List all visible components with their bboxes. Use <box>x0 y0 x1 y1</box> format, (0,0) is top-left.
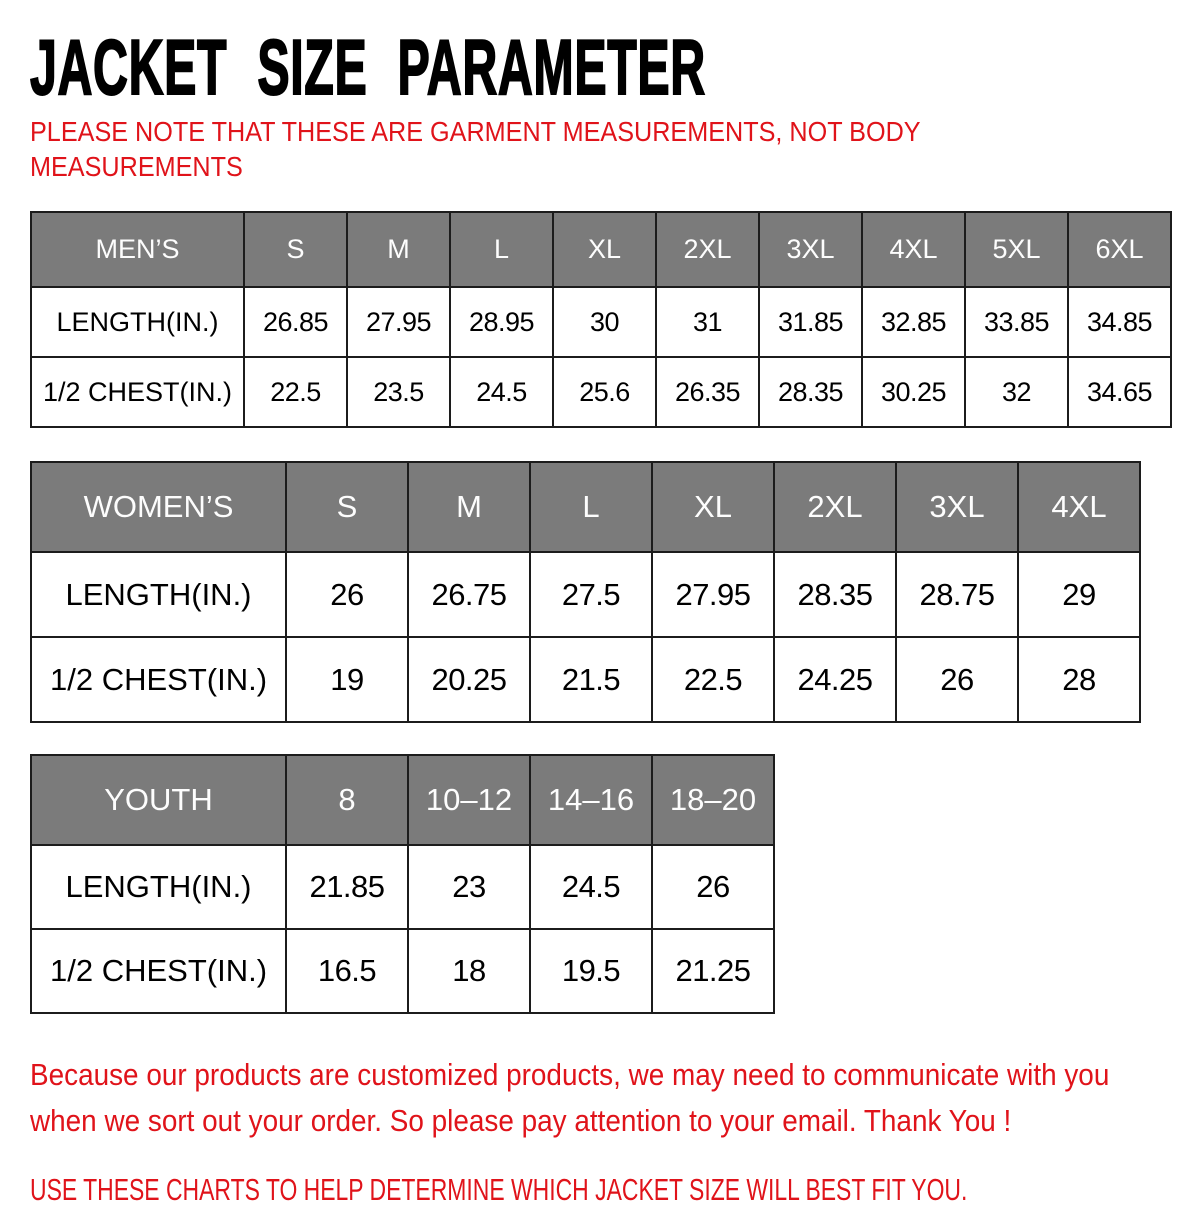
size-value-cell: 25.6 <box>553 357 656 427</box>
youth-chest-row <box>31 929 774 1013</box>
size-value-cell: 27.95 <box>652 552 774 637</box>
womens-header-row <box>31 462 1140 552</box>
youth-size-table <box>30 754 775 1014</box>
size-header-cell: 10–12 <box>408 755 530 845</box>
size-header-cell: 3XL <box>759 212 862 287</box>
size-header-cell: 18–20 <box>652 755 774 845</box>
size-value-cell: 18 <box>408 929 530 1013</box>
size-value-cell: 34.85 <box>1068 287 1171 357</box>
mens-table-title-cell: MEN’S <box>31 212 244 287</box>
size-header-cell: 4XL <box>862 212 965 287</box>
size-value-cell: 24.5 <box>530 845 652 929</box>
size-header-cell: 3XL <box>896 462 1018 552</box>
size-value-cell: 28.95 <box>450 287 553 357</box>
size-value-cell: 31 <box>656 287 759 357</box>
size-value-cell: 16.5 <box>286 929 408 1013</box>
size-value-cell: 26 <box>652 845 774 929</box>
garment-note <box>30 114 1200 184</box>
size-header-cell: S <box>286 462 408 552</box>
womens-size-table <box>30 461 1141 723</box>
size-value-cell: 32 <box>965 357 1068 427</box>
size-header-cell: 14–16 <box>530 755 652 845</box>
size-value-cell: 23 <box>408 845 530 929</box>
row-label-cell: LENGTH(IN.) <box>31 287 244 357</box>
size-value-cell: 31.85 <box>759 287 862 357</box>
row-label-cell: 1/2 CHEST(IN.) <box>31 637 286 722</box>
size-value-cell: 26.85 <box>244 287 347 357</box>
size-value-cell: 29 <box>1018 552 1140 637</box>
size-value-cell: 21.85 <box>286 845 408 929</box>
page-title: JACKET SIZE PARAMETER <box>30 23 706 111</box>
size-value-cell: 34.65 <box>1068 357 1171 427</box>
youth-length-row <box>31 845 774 929</box>
size-value-cell: 20.25 <box>408 637 530 722</box>
customization-note-line: when we sort out your order. So please pay attention to your email. Thank You ! <box>30 1102 1012 1138</box>
size-value-cell: 28 <box>1018 637 1140 722</box>
size-value-cell: 28.75 <box>896 552 1018 637</box>
size-value-cell: 30.25 <box>862 357 965 427</box>
size-value-cell: 23.5 <box>347 357 450 427</box>
size-header-cell: XL <box>553 212 656 287</box>
size-value-cell: 19 <box>286 637 408 722</box>
size-header-cell: 2XL <box>656 212 759 287</box>
mens-size-table <box>30 211 1172 428</box>
row-label-cell: 1/2 CHEST(IN.) <box>31 929 286 1013</box>
size-header-cell: M <box>347 212 450 287</box>
size-value-cell: 27.5 <box>530 552 652 637</box>
size-value-cell: 26 <box>286 552 408 637</box>
size-value-cell: 21.5 <box>530 637 652 722</box>
garment-note-line: PLEASE NOTE THAT THESE ARE GARMENT MEASUREMENTS, NOT BODY <box>30 116 921 147</box>
size-value-cell: 26.75 <box>408 552 530 637</box>
youth-table-title-cell: YOUTH <box>31 755 286 845</box>
size-header-cell: XL <box>652 462 774 552</box>
womens-table-title-cell: WOMEN’S <box>31 462 286 552</box>
size-header-cell: 5XL <box>965 212 1068 287</box>
size-value-cell: 32.85 <box>862 287 965 357</box>
size-value-cell: 26 <box>896 637 1018 722</box>
size-header-cell: 6XL <box>1068 212 1171 287</box>
mens-header-row <box>31 212 1171 287</box>
size-value-cell: 30 <box>553 287 656 357</box>
customization-note <box>30 1052 1200 1144</box>
size-value-cell: 27.95 <box>347 287 450 357</box>
size-header-cell: 8 <box>286 755 408 845</box>
size-header-cell: L <box>530 462 652 552</box>
youth-header-row <box>31 755 774 845</box>
mens-chest-row <box>31 357 1171 427</box>
size-header-cell: S <box>244 212 347 287</box>
mens-length-row <box>31 287 1171 357</box>
size-header-cell: 2XL <box>774 462 896 552</box>
row-label-cell: LENGTH(IN.) <box>31 552 286 637</box>
womens-length-row <box>31 552 1140 637</box>
size-value-cell: 24.5 <box>450 357 553 427</box>
size-header-cell: M <box>408 462 530 552</box>
size-value-cell: 24.25 <box>774 637 896 722</box>
size-value-cell: 26.35 <box>656 357 759 427</box>
size-header-cell: 4XL <box>1018 462 1140 552</box>
size-value-cell: 21.25 <box>652 929 774 1013</box>
size-header-cell: L <box>450 212 553 287</box>
size-value-cell: 22.5 <box>244 357 347 427</box>
size-value-cell: 28.35 <box>774 552 896 637</box>
womens-chest-row <box>31 637 1140 722</box>
size-value-cell: 22.5 <box>652 637 774 722</box>
row-label-cell: LENGTH(IN.) <box>31 845 286 929</box>
size-value-cell: 19.5 <box>530 929 652 1013</box>
garment-note-line: MEASUREMENTS <box>30 151 243 182</box>
size-value-cell: 33.85 <box>965 287 1068 357</box>
row-label-cell: 1/2 CHEST(IN.) <box>31 357 244 427</box>
size-value-cell: 28.35 <box>759 357 862 427</box>
chart-usage-note: USE THESE CHARTS TO HELP DETERMINE WHICH JACKET SIZE WILL BEST FIT YOU. <box>30 1171 968 1207</box>
customization-note-line: Because our products are customized products, we may need to communicate with you <box>30 1057 1110 1092</box>
